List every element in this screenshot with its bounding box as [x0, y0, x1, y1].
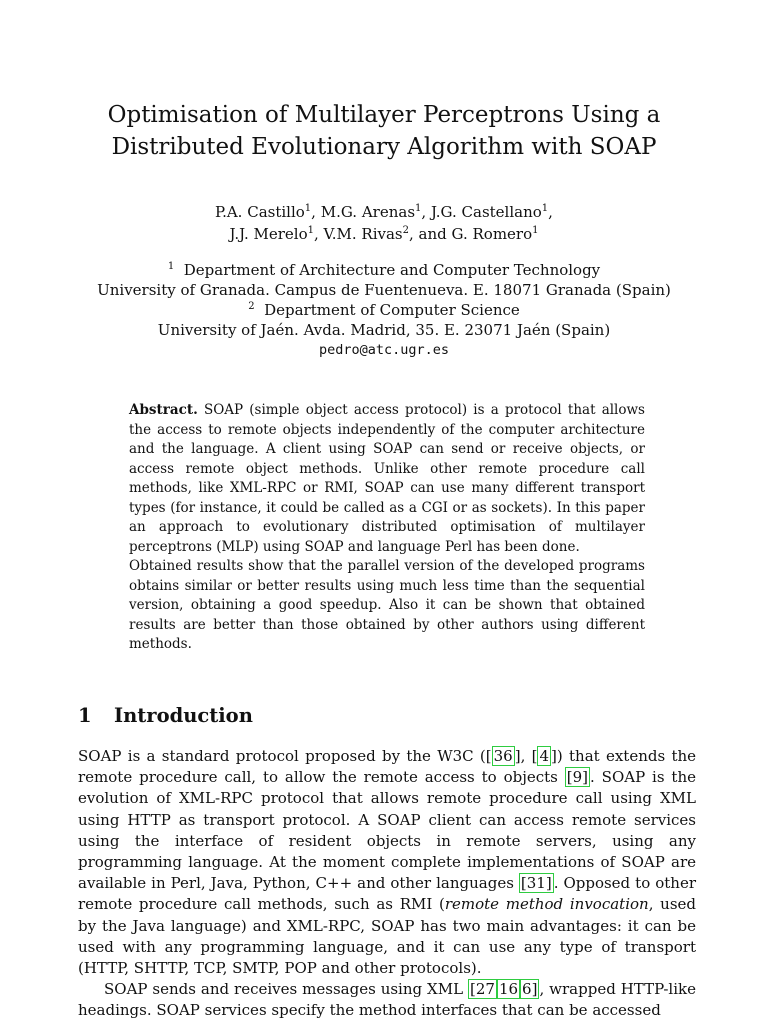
author-sep: ,	[421, 203, 431, 221]
affiliations	[40, 260, 728, 360]
affil-mark: 1	[167, 261, 175, 272]
section-title: Introduction	[114, 704, 253, 727]
abstract-paragraph-1	[129, 401, 645, 557]
author-email: pedro@atc.ugr.es	[318, 342, 450, 358]
section-number: 1	[78, 704, 92, 727]
body-text-run: . Opposed to other remote procedure call methods, such as RMI (	[78, 874, 696, 914]
body-paragraph-1	[78, 746, 696, 979]
body-paragraph-2	[78, 979, 696, 1021]
affiliation-1-univ: University of Granada. Campus de Fuentenueva. E. 18071 Granada (Spain)	[97, 281, 671, 299]
author-sep: ,	[311, 203, 321, 221]
citation-link[interactable]: 4	[539, 747, 550, 765]
author-name: P.A. Castillo	[215, 203, 305, 221]
abstract-text-1: SOAP (simple object access protocol) is a protocol that allows the access to remote objects independently of the computer architecture and the language. A client using SOAP can send or receive objects, or access remote object methods. Unlike other remote procedure call methods, like XML-RPC or RMI, SOAP can use many different transport types (for instance, it could be called as a CGI or as sockets). In this paper an approach to evolutionary distributed optimisation of multilayer perceptrons (MLP) using SOAP and language Perl has been done.	[129, 402, 645, 555]
abstract-paragraph-2: Obtained results show that the parallel version of the developed programs obtains similar or better results using much less time than the sequential version, obtaining a good speedup. Also it can be shown that obtained results are better than those obtained by other authors using different methods.	[129, 558, 645, 652]
affiliation-1-dept	[40, 260, 728, 280]
citation-link[interactable]: [27	[470, 980, 495, 999]
affil-mark: 2	[248, 301, 255, 312]
title-line-2: Distributed Evolutionary Algorithm with SOAP	[111, 134, 657, 160]
author-sep: ,	[313, 225, 324, 243]
paper-title	[40, 99, 728, 163]
author-affil-mark: 2	[402, 225, 409, 236]
author-affil-mark: 1	[541, 203, 549, 214]
citation-link[interactable]: 16	[498, 980, 519, 999]
author-sep: , and	[409, 225, 452, 243]
author-list	[40, 201, 728, 245]
citation-link[interactable]: 36	[493, 747, 513, 765]
author-name: V.M. Rivas	[323, 225, 403, 243]
body-text-run: , used by the Java language) and XML-RPC, SOAP has two main advantages: it can be used with any programming language, and it can use any type of transport (HTTP, SHTTP, TCP, SMTP, POP and other protocols).	[78, 895, 696, 978]
abstract	[129, 401, 645, 655]
emphasis-text: remote method invocation	[444, 895, 649, 914]
author-name: G. Romero	[451, 225, 533, 243]
body-text-run: SOAP is a standard protocol proposed by the W3C ([	[78, 747, 492, 765]
author-affil-mark: 1	[415, 203, 422, 214]
citation-link[interactable]: [31]	[520, 874, 552, 893]
author-sep: ,	[548, 203, 553, 221]
citation-link[interactable]: [9]	[566, 768, 589, 787]
abstract-label: Abstract.	[129, 402, 198, 418]
author-name: J.G. Castellano	[430, 203, 542, 221]
author-name: J.J. Merelo	[229, 225, 308, 243]
affiliation-2-univ: University of Jaén. Avda. Madrid, 35. E. 23071 Jaén (Spain)	[157, 321, 611, 339]
body-text-run: ]) that extends the remote procedure call, to allow the remote access to objects	[78, 747, 697, 787]
affiliation-2-dept	[40, 300, 728, 320]
author-name: M.G. Arenas	[320, 203, 416, 221]
citation-link[interactable]: 6]	[522, 980, 538, 999]
body-text-run: ], [	[514, 747, 538, 765]
title-line-1: Optimisation of Multilayer Perceptrons Using a	[107, 102, 661, 128]
body-text-run: SOAP sends and receives messages using XML	[104, 980, 468, 999]
section-body	[78, 746, 696, 1022]
author-line-2	[40, 223, 728, 245]
body-text-run: , wrapped HTTP-like headings. SOAP services specify the method interfaces that can be accessed	[78, 980, 696, 1020]
author-line-1	[40, 201, 728, 223]
affil-dept-text: Department of Architecture and Computer Technology	[183, 261, 601, 279]
author-affil-mark: 1	[532, 225, 539, 236]
section-heading	[78, 703, 253, 729]
affil-dept-text: Department of Computer Science	[264, 301, 520, 319]
author-affil-mark: 1	[307, 225, 314, 236]
body-text-run: . SOAP is the evolution of XML-RPC protocol that allows remote procedure call using XML using HTTP as transport protocol. A SOAP client can access remote services using the interface of resident objects in remote servers, using any programming language. At the moment complete implementations of SOAP are available in Perl, Java, Python, C++ and other languages	[78, 768, 696, 893]
author-affil-mark: 1	[304, 203, 312, 214]
